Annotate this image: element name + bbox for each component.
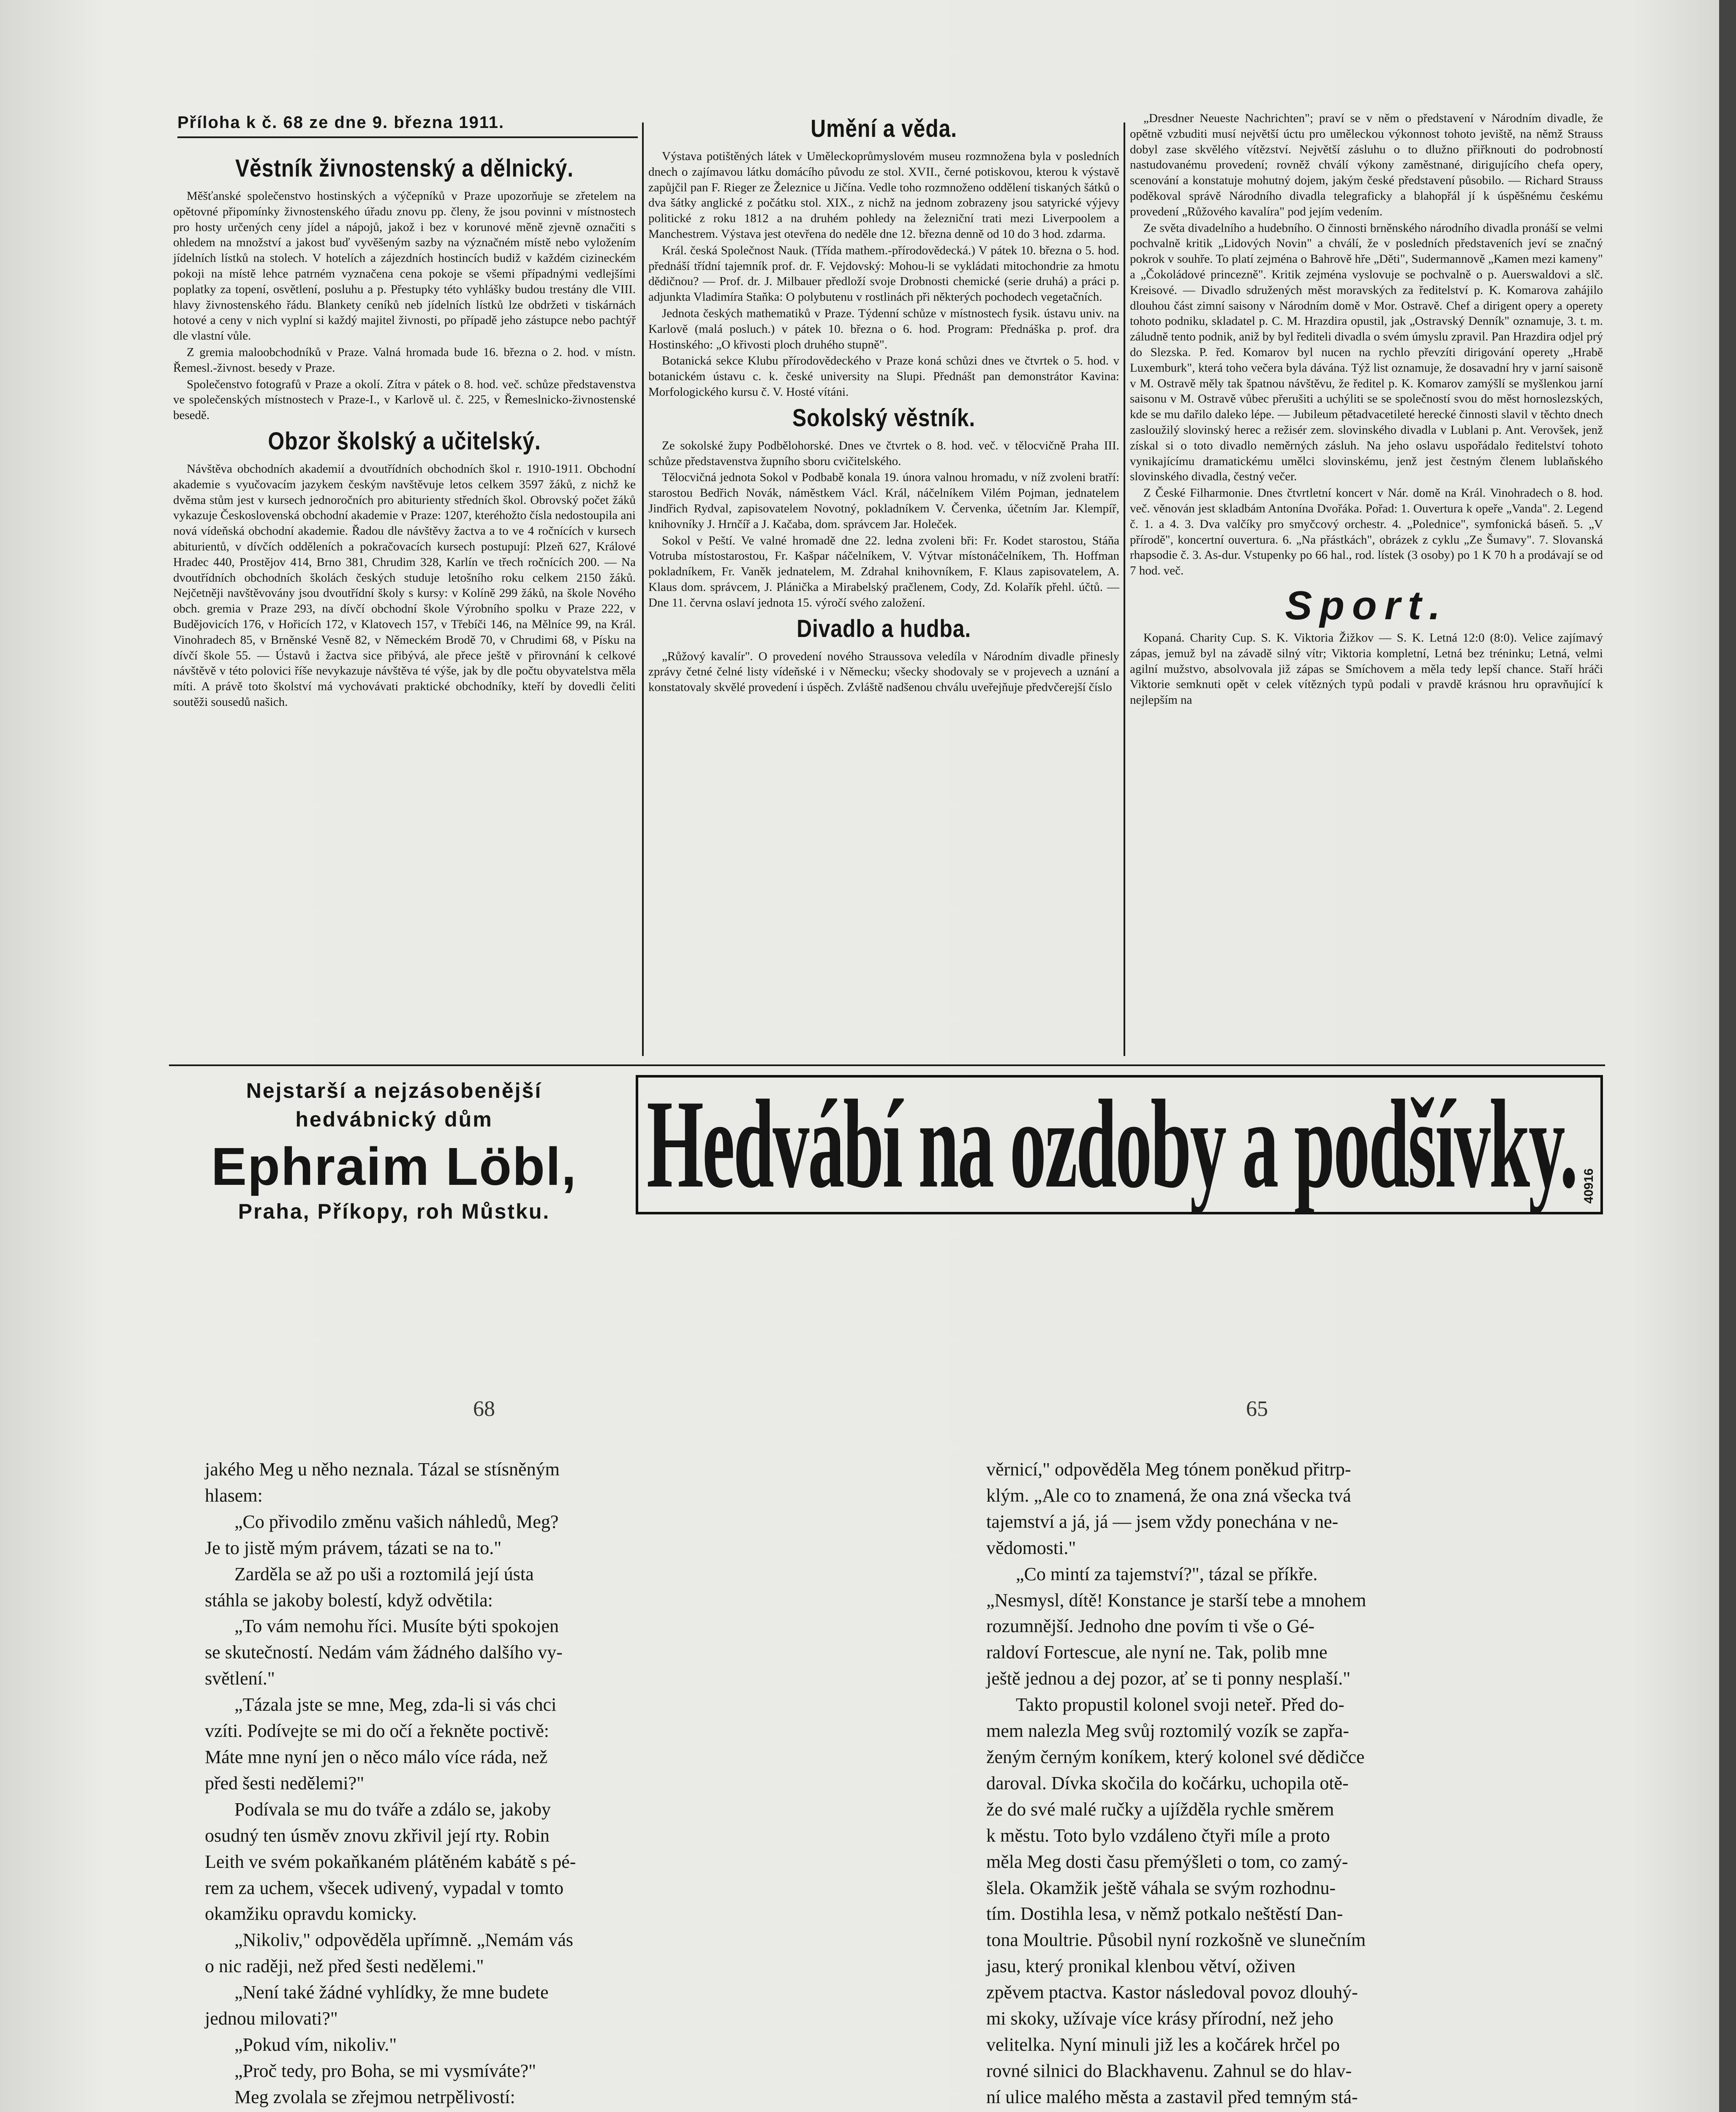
newspaper-column-1 (173, 150, 636, 711)
article-paragraph: Společenstvo fotografů v Praze a okolí. Zítra v pátek o 8. hod. več. schůze představenstva ve společenských místnostech v Praze-I., v Karlově ul. č. 225, v Řemeslnicko-živnostenské besedě. (173, 377, 636, 422)
book-text-line: „Nikoliv," odpověděla upřímně. „Nemám vás (234, 1930, 573, 1951)
section-title: Divadlo a hudba. (797, 615, 971, 642)
book-text-line: osudný ten úsměv znovu zkřivil její rty. Robin (205, 1825, 550, 1846)
book-text-line: se skutečností. Nedám vám žádného dalšího vy- (205, 1642, 563, 1663)
book-text-line: Máte mne nyní jen o něco málo více ráda, než (205, 1746, 548, 1767)
book-text-line (205, 2110, 773, 2112)
book-text-line: tajemství a já, já — jsem vždy ponechána v ne- (986, 1511, 1339, 1532)
ad-address: Praha, Příkopy, roh Můstku. (238, 1200, 550, 1223)
article-paragraph: Kopaná. Charity Cup. S. K. Viktoria Žižkov — S. K. Letná 12:0 (8:0). Velice zajímavý zápas, jemuž byl na závadě silný vítr; Viktoria kompletní, Letná bez tréninku; Letná, velmi agilní mužstvo, absolvovala již zápas se Smíchovem a měla tedy lepší chance. Staří hráči Viktorie semknuti opět v celek vítězných typů podali v pravdě krásnou hru opravňující k nejlepším na (1130, 631, 1603, 707)
book-text-line: Podívala se mu do tváře a zdálo se, jakoby (234, 1799, 551, 1820)
book-text-line: „Co přivodilo změnu vašich náhledů, Meg? (234, 1511, 559, 1532)
book-text-line: k městu. Toto bylo vzdáleno čtyři míle a proto (986, 1825, 1330, 1846)
article-paragraph: Výstava potištěných látek v Uměleckoprůmyslovém museu rozmnožena byla v posledních dnech o zajímavou látku domácího původu ze stol. XVII., černé potiskovou, kterou k výstavě zapůjčil pan F. Rieger ze Železnice u Jičína. Vedle toho rozmnoženo oddělení tiskaných šátků o dva šátky anglické z počátku stol. XIX., z nichž na jednom zobrazeny jsou satyrické výjevy politické z roku 1812 a na druhém pohledy na železniční trati mezi Liverpoolem a Manchestrem. Výstava jest otevřena do neděle dne 12. března denně od 10 do 3 hod. zdarma. (648, 150, 1119, 241)
advertisement-silk-house (172, 1075, 616, 1244)
newspaper-column-2 (648, 111, 1119, 696)
newspaper-column-3 (1130, 111, 1603, 709)
article-paragraph: Návštěva obchodních akademií a dvoutřídních obchodních škol r. 1910-1911. Obchodní akademie s vyučovacím jazykem českým navštěvuje letos celkem 3597 žáků, z nichž ke dvěma stům jest v kursech jednoročních pro abiturienty středních škol. Obrovský počet žáků vykazuje Československá obchodní akademie v Praze: 1207, kteréhožto čísla nedostoupila ani nová vídeňská obchodní akademie. Řadou dle návštěvy žactva a to ve 4 ročnících v kursech abiturientů, v dívčích odděleních a pokračovacích kursech postupují: Plzeň 627, Králové Hradec 440, Prostějov 414, Brno 381, Chrudim 328, Karlín ve třech ročnících 200. — Na dvoutřídních obchodních školách českých studuje letošního roku celkem 2150 žáků. Nejčetněji navštěvovány jsou dvoutřídní školy s kursy: v Kolíně 299 žáků, na škole Nového obch. gremia v Praze 293, na dívčí obchodní škole Výrobního spolku v Praze 222, v Budějovicích 176, v Hořicích 172, v Klatovech 157, v Třebíči 146, na Mělníce 99, na Král. Vinohradech 85, v Brněnské Vesně 82, v Německém Brodě 70, v Chrudimi 68, v Písku na dívčí škole 55. — Ústavů i žactva sice přibývá, ale přece ještě v přirovnání k celkové návštěvě v této polovici říše nevykazuje návštěva té výše, jak by dle počtu obyvatelstva měla míti. A právě toto školství má vychovávati praktické obchodníky, kteří by dovedli čeliti soutěži sousedů našich. (173, 462, 636, 709)
book-text-line: „Co mintí za tajemství?", tázal se příkře. (1016, 1563, 1318, 1584)
article-paragraph: Sokol v Peští. Ve valné hromadě dne 22. ledna zvoleni bři: Fr. Kodet starostou, Stáňa Votruba místostarostou, Fr. Kašpar náčelníkem, V. Výtvar místonáčelníkem, Th. Hoffman pokladníkem, Fr. Vaněk jednatelem, M. Zdrahal knihovníkem, F. Klaus zapisovatelem, A. Klaus dom. správcem, J. Plánička a Mirabelský pračlenem, Cody, Zd. Kolařík přehl. účtů. — Dne 11. června oslaví jednota 15. výročí svého založení. (648, 533, 1119, 610)
column-divider (1124, 122, 1125, 1056)
book-text-line: ženým černým koníkem, který kolonel své dědičce (986, 1746, 1365, 1767)
book-text-line: hlasem: (205, 1485, 263, 1506)
book-text-line: zpěvem ptactva. Kastor následoval povoz dlouhý- (986, 1982, 1358, 2003)
book-text-line: jasu, který pronikal klenbou větví, oživen (986, 1956, 1295, 1977)
book-text-line: Meg zvolala se zřejmou netrpělivostí: (234, 2086, 515, 2107)
book-text-line: mem nalezla Meg svůj roztomilý vozík se zapřa- (986, 1720, 1349, 1742)
book-text-line: „Proč tedy, pro Boha, se mi vysmíváte?" (234, 2060, 536, 2081)
article-paragraph: Měšťanské společenstvo hostinských a výčepníků v Praze upozorňuje se zřetelem na opětovné připomínky živnostenského úřadu znovu pp. členy, že jsou povinni v místnostech pro hosty určených ceny jídel a nápojů, jakož i bez v korunové měně zjevně označiti s ohledem na množství a jakost buď vyvěšeným sazby na význačném místě nebo vyložením jídelních lístků na stolech. V hotelích a zájezdních hostincích budiž v každém cizineckém pokoji na místě lehce patrném vyznačena cena pokoje se všemi případnými vedlejšími poplatky za topení, osvětlení, posluhu a p. Přestupky této vyhlášky budou trestány dle VIII. hlavy živnostenského řádu. Blankety ceníků neb jídelních lístků lze obdržeti v tiskárnách hotové a ceny v nich vyplní si každý majitel živnosti, po případě jeho zástupce nebo pachtýř dle vlastní vůle. (173, 189, 636, 343)
article-paragraph: Král. česká Společnost Nauk. (Třída mathem.-přírodovědecká.) V pátek 10. března o 5. hod. přednáší třídní tajemník prof. dr. F. Vejdovský: Mohou-li se vykládati mitochondrie za hmotu dědičnou? — Prof. dr. J. Milbauer předloží svoje Drobnosti chemické (serie druhá) a práci p. adjunkta Vladimíra Staňka: O polybutenu v rostlinách při některých pochodech vegetačních. (648, 243, 1119, 304)
section-title: Obzor školský a učitelský. (268, 427, 541, 455)
article-paragraph: Z České Filharmonie. Dnes čtvrtletní koncert v Nár. domě na Král. Vinohradech o 8. hod. več. věnován jest skladbám Antonína Dvořáka. Pořad: 1. Ouvertura k opeře „Vanda". 2. Legend č. 1. a 4. 3. Dva valčíky pro smyčcový orchestr. 4. „Polednice", symfonická báseň. 5. „V přírodě", koncertní ouvertura. 6. „Na přástkách", obrázek z cyklu „Ze Šumavy". 7. Slovanská rhapsodie č. 3. As-dur. Vstupenky po 66 hal., rod. lístek (3 osoby) po 1 K 70 h a prodávají se od 7 hod. več. (1130, 486, 1603, 578)
article-paragraph: Tělocvičná jednota Sokol v Podbabě konala 19. února valnou hromadu, v níž zvoleni bratří: starostou Bedřich Novák, náměstkem Václ. Král, náčelníkem Vilém Pojman, jednatelem Jindřich Rydval, zapisovatelem Novotný, pokladníkem V. Červenka, účetním Jar. Klempíř, knihovníky J. Hrnčíř a J. Kačaba, dom. správcem Jar. Holeček. (648, 471, 1119, 531)
book-text-line: mi skoky, užívaje více krásy přírodní, než jeho (986, 2008, 1333, 2029)
book-text-line: Je to jistě mým právem, tázati se na to." (205, 1537, 502, 1558)
section-title: Sokolský věstník. (792, 404, 976, 432)
book-text-line: že do své malé ručky a ujížděla rychle směrem (986, 1799, 1334, 1820)
book-text-line (986, 2110, 1565, 2112)
book-text-line: „Není také žádné vyhlídky, že mne budete (234, 1982, 549, 2003)
article-paragraph: „Dresdner Neueste Nachrichten"; praví se v něm o představení v Národním divadle, že opětně vzbuditi musí největší úctu pro uměleckou výkonnost tohoto jeviště, na němž Strauss dobyl zase skvělého vítězství. Největší zásluhu o to dlužno přiřknouti do podrobností nastudovanému provedení; rovněž chválí výkony zaměstnané, dirigujícího chefa opery, scenování a konstatuje mohutný dojem, jakým české představení působilo. — Richard Strauss poděkoval správě Národního divadla telegraficky a blahopřál jí k úspěšnému českému provedení „Růžového kavalíra" pod jejím vedením. (1130, 112, 1603, 218)
book-text-line: raldoví Fortescue, ale nyní ne. Tak, polib mne (986, 1642, 1328, 1663)
book-text-line: „To vám nemohu říci. Musíte býti spokojen (234, 1616, 559, 1637)
book-text-line: stáhla se jakoby bolestí, když odvětila: (205, 1589, 493, 1611)
book-text-line: vzíti. Podívejte se mi do očí a řekněte poctivě: (205, 1720, 549, 1742)
book-page-right (986, 1456, 1565, 2112)
ad-line: Nejstarší a nejzásobenější (246, 1079, 542, 1102)
page-number-left: 68 (473, 1397, 495, 1421)
book-text-line: velitelka. Nyní minuli již les a kočárek hrčel po (986, 2034, 1340, 2055)
book-text-line: rovné silnici do Blackhavenu. Zahnul se do hlav- (986, 2060, 1352, 2081)
book-text-line: věrnicí," odpověděla Meg tónem poněkud přitrp- (986, 1459, 1351, 1480)
book-text-line: Takto propustil kolonel svoji neteř. Před do- (1016, 1694, 1344, 1715)
book-text-line: okamžiku opravdu komicky. (205, 1903, 417, 1924)
book-text-line: před šesti nedělemi?" (205, 1772, 365, 1794)
book-text-line: ní ulice malého města a zastavil před temným stá- (986, 2086, 1358, 2107)
book-text-line: „Tázala jste se mne, Meg, zda-li si vás chci (234, 1694, 557, 1715)
section-title: Sport. (1285, 582, 1448, 628)
book-text-line: šlela. Okamžik ještě váhala se svým rozhodnu- (986, 1877, 1336, 1898)
newspaper-header: Příloha k č. 68 ze dne 9. března 1911. (177, 113, 638, 138)
book-page-left (205, 1456, 773, 2112)
book-text-line: rozumnější. Jednoho dne povím ti vše o Gé- (986, 1616, 1315, 1637)
book-text-line: jednou milovati?" (205, 2008, 338, 2029)
advertisement-silk (636, 1075, 1603, 1214)
book-text-line: ještě jednou a dej pozor, ať se ti ponny nesplaší." (986, 1668, 1351, 1689)
book-text-line: daroval. Dívka skočila do kočárku, uchopila otě- (986, 1772, 1349, 1794)
book-text-line: o nic raději, než před šesti nedělemi." (205, 1956, 484, 1977)
book-text-line: světlení." (205, 1668, 275, 1689)
section-title: Umění a věda. (811, 115, 957, 142)
book-text-line: klým. „Ale co to znamená, že ona zná všecka tvá (986, 1485, 1351, 1506)
ad-number: 40916 (1582, 1168, 1596, 1203)
article-paragraph: Ze světa divadelního a hudebního. O činnosti brněnského národního divadla pronáší se velmi pochvalně kritik „Lidových Novin" a chválí, že v posledních představeních jeví se značný pokrok v souhře. To platí zejména o Bahrově hře „Děti", Sudermannově „Kamen mezi kameny" a „Čokoládové princezně". Kritik zejména vyslovuje se pochvalně o p. Auerswaldovi a slč. Kreisové. — Divadlo sdružených měst moravských za ředitelství p. K. Komarova zahájilo dlouhou část zimní saisony v Národním domě v Mor. Ostravě. Chef a dirigent opery a operety tohoto podniku, skladatel p. C. M. Hrazdira opustil, jak „Ostravský Denník" oznamuje, 3. t. m. záludně tento podnik, aniž by byl řediteli divadla o svém úmyslu zpravil. Pan Hrazdira odjel prý do Slezska. P. řed. Komarov byl nucen na rychlo převzíti dirigování operety „Hrabě Luxemburk", která toho večera byla dávána. Týž list oznamuje, že dosavadní hry v jarní saisoně v M. Ostravě měly tak špatnou návštěvu, že ředitel p. K. Komarov zamýšlí se myšlenkou jarní saisonu v M. Ostravě vůbec přerušiti a uchýliti se se společností svou do měst hornoslezských, kde se mu dařilo daleko lépe. — Jubileum pětadvacetileté herecké činnosti slavil v těchto dnech zasloužilý slovinský herec a režisér zem. slovinského divadla v Lublani p. Ant. Verovšek, jenž získal si o toto divadlo neměrných zásluh. Na jeho oslavu uspořádalo ředitelství tohoto vynikajícímu dramatickému umělci slovinskému, jenž jest čestným členem lublaňského slovinského divadla, čestný večer. (1130, 221, 1603, 484)
article-paragraph: „Růžový kavalír". O provedení nového Straussova veledíla v Národním divadle přinesly zprávy četné čelné listy vídeňské i v Německu; všecky shodovaly se v projevech a uznání a konstatovaly skvělé provedení i úspěch. Zvláště nadšenou chválu uveřejňuje předvčerejší číslo (648, 649, 1119, 694)
book-text-line: tím. Dostihla lesa, v němž potkalo neštěstí Dan- (986, 1903, 1343, 1924)
book-text-line: „Nesmysl, dítě! Konstance je starší tebe a mnohem (986, 1589, 1366, 1611)
book-text-line: měla Meg dosti času přemýšleti o tom, co zamý- (986, 1851, 1348, 1872)
article-paragraph: Z gremia maloobchodníků v Praze. Valná hromada bude 16. března o 2. hod. v místn. Řemesl.-živnost. besedy v Praze. (173, 345, 636, 375)
article-paragraph: Ze sokolské župy Podbělohorské. Dnes ve čtvrtek o 8. hod. več. v tělocvičně Praha III. schůze představenstva župního sboru cvičitelského. (648, 438, 1119, 468)
article-paragraph: Jednota českých mathematiků v Praze. Týdenní schůze v místnostech fysik. ústavu univ. na Karlově (malá posluch.) v pátek 10. března o 6. hod. Program: Přednáška p. prof. dra Hostinského: „O křivosti ploch druhého stupně". (648, 306, 1119, 351)
book-text-line: Leith ve svém pokaňkaném plátěném kabátě s pé- (205, 1851, 576, 1872)
ad-brand: Ephraim Löbl, (211, 1137, 577, 1196)
book-text-line: Zarděla se až po uši a roztomilá její ústa (234, 1563, 534, 1584)
scan-edge (1719, 0, 1736, 2112)
ad-line: hedvábnický dům (295, 1108, 493, 1131)
book-text-line: rem za uchem, všecek udivený, vypadal v tomto (205, 1877, 564, 1898)
section-title: Věstník živnostenský a dělnický. (235, 155, 574, 182)
book-text-line: tona Moultrie. Působil nyní rozkošně ve slunečním (986, 1930, 1366, 1951)
book-text-line: vědomosti." (986, 1537, 1076, 1558)
book-text-line: jakého Meg u něho neznala. Tázal se stísněným (205, 1459, 560, 1480)
page-number-right: 65 (1246, 1397, 1268, 1421)
ad-headline: Hedvábí na ozdoby a podšívky. (647, 1074, 1577, 1214)
article-paragraph: Botanická sekce Klubu přírodovědeckého v Praze koná schůzi dnes ve čtvrtek o 5. hod. v botanickém ústavu c. k. české university na Slupi. Přednášt pan demonstrátor Kavina: Morfologického kursu č. V. Hosté vítáni. (648, 354, 1119, 399)
column-divider (642, 122, 644, 1056)
ad-divider (169, 1064, 1605, 1066)
book-text-line: „Pokud vím, nikoliv." (234, 2034, 397, 2055)
